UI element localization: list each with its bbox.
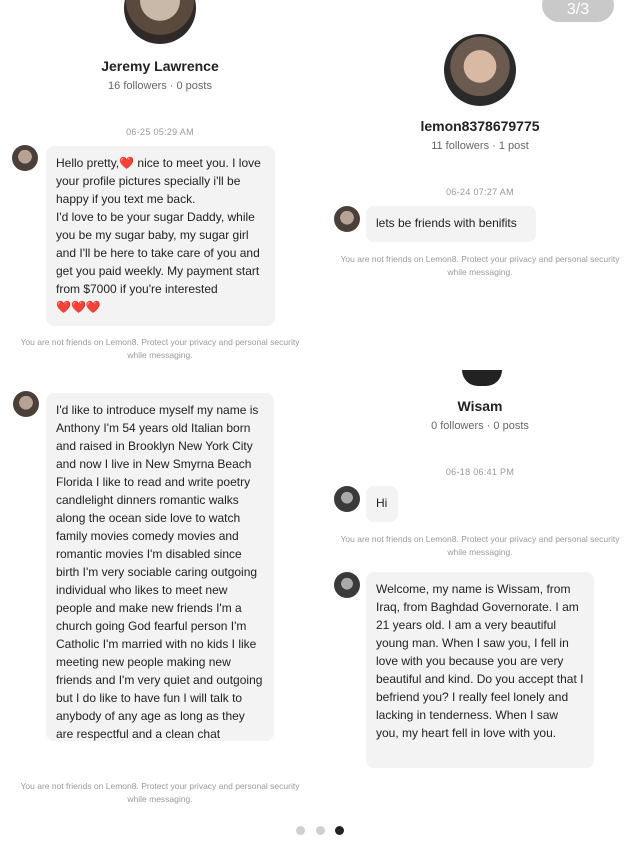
sender-avatar[interactable] [334,206,360,232]
conversation-jeremy [0,0,320,375]
message-bubble[interactable]: Hi [366,486,398,522]
sender-avatar[interactable] [334,486,360,512]
carousel-dot-active[interactable] [335,826,344,835]
page-indicator-badge: 3/3 [542,0,614,22]
privacy-notice: You are not friends on Lemon8. Protect your privacy and personal security while messaging. [340,534,620,557]
conversation-anthony [0,375,320,805]
profile-stats: 11 followers · 1 post [431,140,529,152]
profile-name[interactable]: lemon8378679775 [420,118,540,134]
privacy-notice: You are not friends on Lemon8. Protect your privacy and personal security while messaging. [20,781,300,804]
message-bubble[interactable]: I'd like to introduce myself my name is Anthony I'm 54 years old Italian born and raised in Brooklyn New York City and now I live in New Smyrna Beach Florida I like to read and write poetry candlelight dinners romantic walks along the ocean side love to watch family movies comedy movies and romantic movies I'm disabled since birth I'm very sociable caring outgoing individual who likes to meet new people and make new friends I'm a church going God fearful person I'm Catholic I'm married with no kids I like meeting new people making new friends and I'm very quiet and outgoing but I do like to have fun I will talk to anybody of any age as long as they are respectful and a clean chat [46,393,274,741]
message-timestamp: 06-18 06:41 PM [445,467,515,477]
profile-avatar[interactable] [444,34,516,106]
privacy-notice: You are not friends on Lemon8. Protect your privacy and personal security while messaging. [20,337,300,360]
message-bubble[interactable]: Hello pretty,❤️ nice to meet you. I love your profile pictures specially i'll be happy if you text me back. I'd love to be your sugar Daddy, while you be my sugar baby, my sugar girl and I'll be here to take care of you and get you paid weekly. My payment start from $7000 if you're interested ❤️❤️❤️ [46,146,275,326]
profile-stats: 16 followers · 0 posts [108,80,212,92]
carousel-dot[interactable] [316,826,325,835]
profile-avatar[interactable] [124,0,196,44]
message-timestamp: 06-24 07:27 AM [446,187,514,197]
carousel-dot[interactable] [296,826,305,835]
privacy-notice: You are not friends on Lemon8. Protect your privacy and personal security while messaging. [340,254,620,277]
message-timestamp: 06-25 05:29 AM [126,127,194,137]
message-bubble[interactable]: Welcome, my name is Wissam, from Iraq, from Baghdad Governorate. I am 21 years old. I am a very beautiful young man. When I saw you, I fell in love with you because you are very beautiful and kind. Do you accept that I befriend you? I really feel lonely and lacking in tenderness. When I saw you, my heart fell in love with you. [366,572,594,768]
sender-avatar[interactable] [334,572,360,598]
sender-avatar[interactable] [13,391,39,417]
carousel-dots [0,822,640,840]
message-bubble[interactable]: lets be friends with benifits [366,206,536,242]
sender-avatar[interactable] [12,145,38,171]
profile-name[interactable]: Jeremy Lawrence [101,58,219,74]
conversation-wisam [320,370,640,780]
conversation-lemon [320,0,640,300]
profile-stats: 0 followers · 0 posts [431,420,529,432]
profile-name[interactable]: Wisam [457,398,503,414]
